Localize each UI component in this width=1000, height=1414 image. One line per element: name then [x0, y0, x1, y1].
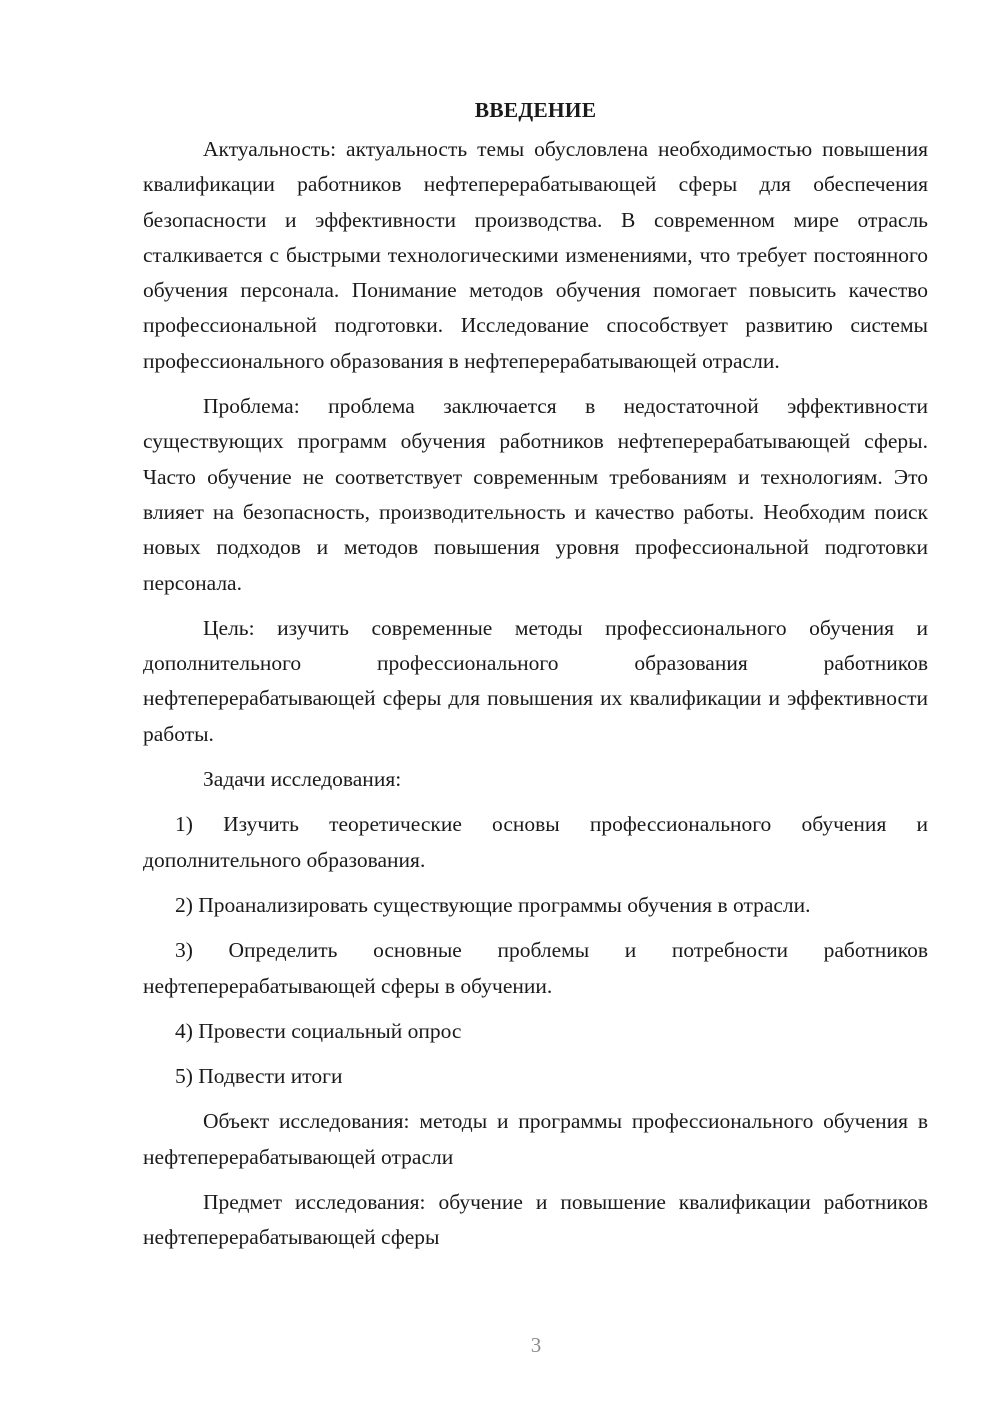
tasks-heading: Задачи исследования:: [203, 767, 402, 792]
task-item-2: 2) Проанализировать существующие программы обучения в отрасли.: [175, 892, 811, 917]
paragraph-goal: Цель: изучить современные методы профессионального обучения и дополнительного профессионального образования работников нефтеперерабатывающей сферы для повышения их квалификации и эффективности работы.: [143, 615, 928, 746]
task-item-4: 4) Провести социальный опрос: [175, 1018, 462, 1043]
paragraph-object: Объект исследования: методы и программы профессионального обучения в нефтеперерабатывающей отрасли: [143, 1109, 928, 1169]
task-item-3: 3) Определить основные проблемы и потребности работников нефтеперерабатывающей сферы в обучении.: [143, 938, 928, 998]
paragraph-problem: Проблема: проблема заключается в недостаточной эффективности существующих программ обучения работников нефтеперерабатывающей сферы. Часто обучение не соответствует современным требованиям и технологиям. Это влияет на безопасность, производительность и качество работы. Необходим поиск новых подходов и методов повышения уровня профессиональной подготовки персонала.: [143, 394, 928, 595]
tasks-list: [143, 807, 928, 1094]
task-item-5: 5) Подвести итоги: [175, 1064, 343, 1089]
paragraph-relevance: Актуальность: актуальность темы обусловлена необходимостью повышения квалификации работников нефтеперерабатывающей сферы для обеспечения безопасности и эффективности производства. В современном мире отрасль сталкивается с быстрыми технологическими изменениями, что требует постоянного обучения персонала. Понимание методов обучения помогает повысить качество профессиональной подготовки. Исследование способствует развитию системы профессионального образования в нефтеперерабатывающей отрасли.: [143, 137, 928, 373]
task-item-1: 1) Изучить теоретические основы профессионального обучения и дополнительного образования.: [143, 812, 928, 872]
paragraph-subject: Предмет исследования: обучение и повышение квалификации работников нефтеперерабатывающей сферы: [143, 1190, 928, 1250]
page-number: 3: [530, 1333, 542, 1357]
section-title: ВВЕДЕНИЕ: [474, 98, 597, 122]
document-body: [143, 90, 928, 1266]
